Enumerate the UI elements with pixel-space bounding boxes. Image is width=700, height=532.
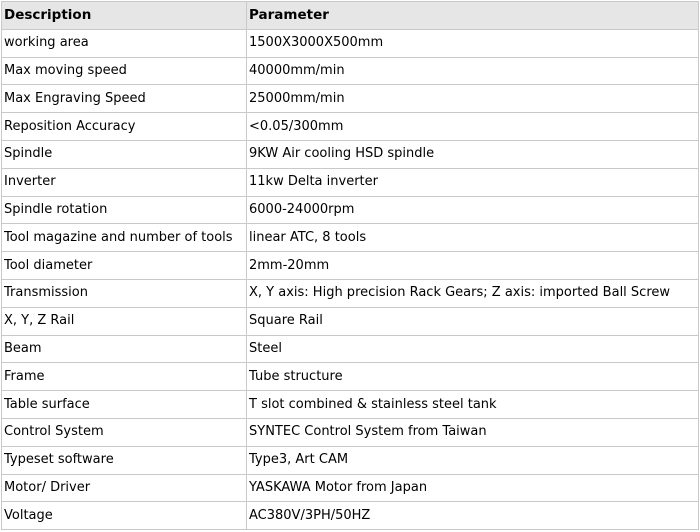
row-description: Tool magazine and number of tools — [2, 224, 247, 252]
table-row — [2, 363, 699, 391]
table-row — [2, 446, 699, 474]
row-parameter: Square Rail — [247, 307, 699, 335]
table-row — [2, 335, 699, 363]
header-parameter: Parameter — [247, 2, 699, 30]
row-parameter: Tube structure — [247, 363, 699, 391]
row-description: Transmission — [2, 279, 247, 307]
row-parameter: X, Y axis: High precision Rack Gears; Z axis: imported Ball Screw — [247, 279, 699, 307]
header-row — [2, 2, 699, 30]
table-row — [2, 29, 699, 57]
spec-table — [1, 1, 699, 530]
row-description: Frame — [2, 363, 247, 391]
table-row — [2, 474, 699, 502]
row-parameter: Steel — [247, 335, 699, 363]
table-row — [2, 502, 699, 530]
row-parameter: 25000mm/min — [247, 85, 699, 113]
row-description: Tool diameter — [2, 252, 247, 280]
row-parameter: 40000mm/min — [247, 57, 699, 85]
table-row — [2, 418, 699, 446]
row-description: Reposition Accuracy — [2, 113, 247, 141]
row-parameter: SYNTEC Control System from Taiwan — [247, 418, 699, 446]
row-parameter: 6000-24000rpm — [247, 196, 699, 224]
row-description: Typeset software — [2, 446, 247, 474]
row-description: Table surface — [2, 391, 247, 419]
row-parameter: 1500X3000X500mm — [247, 29, 699, 57]
table-row — [2, 279, 699, 307]
row-parameter: 9KW Air cooling HSD spindle — [247, 140, 699, 168]
table-row — [2, 113, 699, 141]
row-parameter: <0.05/300mm — [247, 113, 699, 141]
row-description: Voltage — [2, 502, 247, 530]
table-row — [2, 57, 699, 85]
table-row — [2, 140, 699, 168]
row-parameter: 2mm-20mm — [247, 252, 699, 280]
row-parameter: linear ATC, 8 tools — [247, 224, 699, 252]
table-row — [2, 391, 699, 419]
row-description: working area — [2, 29, 247, 57]
table-row — [2, 252, 699, 280]
row-parameter: YASKAWA Motor from Japan — [247, 474, 699, 502]
table-row — [2, 307, 699, 335]
row-description: Max moving speed — [2, 57, 247, 85]
row-description: Spindle rotation — [2, 196, 247, 224]
row-parameter: 11kw Delta inverter — [247, 168, 699, 196]
table-row — [2, 196, 699, 224]
row-description: Motor/ Driver — [2, 474, 247, 502]
header-description: Description — [2, 2, 247, 30]
row-description: Inverter — [2, 168, 247, 196]
row-parameter: T slot combined & stainless steel tank — [247, 391, 699, 419]
row-description: Spindle — [2, 140, 247, 168]
table-row — [2, 224, 699, 252]
row-description: Max Engraving Speed — [2, 85, 247, 113]
row-parameter: AC380V/3PH/50HZ — [247, 502, 699, 530]
row-description: Control System — [2, 418, 247, 446]
table-row — [2, 168, 699, 196]
row-description: Beam — [2, 335, 247, 363]
table-row — [2, 85, 699, 113]
row-parameter: Type3, Art CAM — [247, 446, 699, 474]
row-description: X, Y, Z Rail — [2, 307, 247, 335]
